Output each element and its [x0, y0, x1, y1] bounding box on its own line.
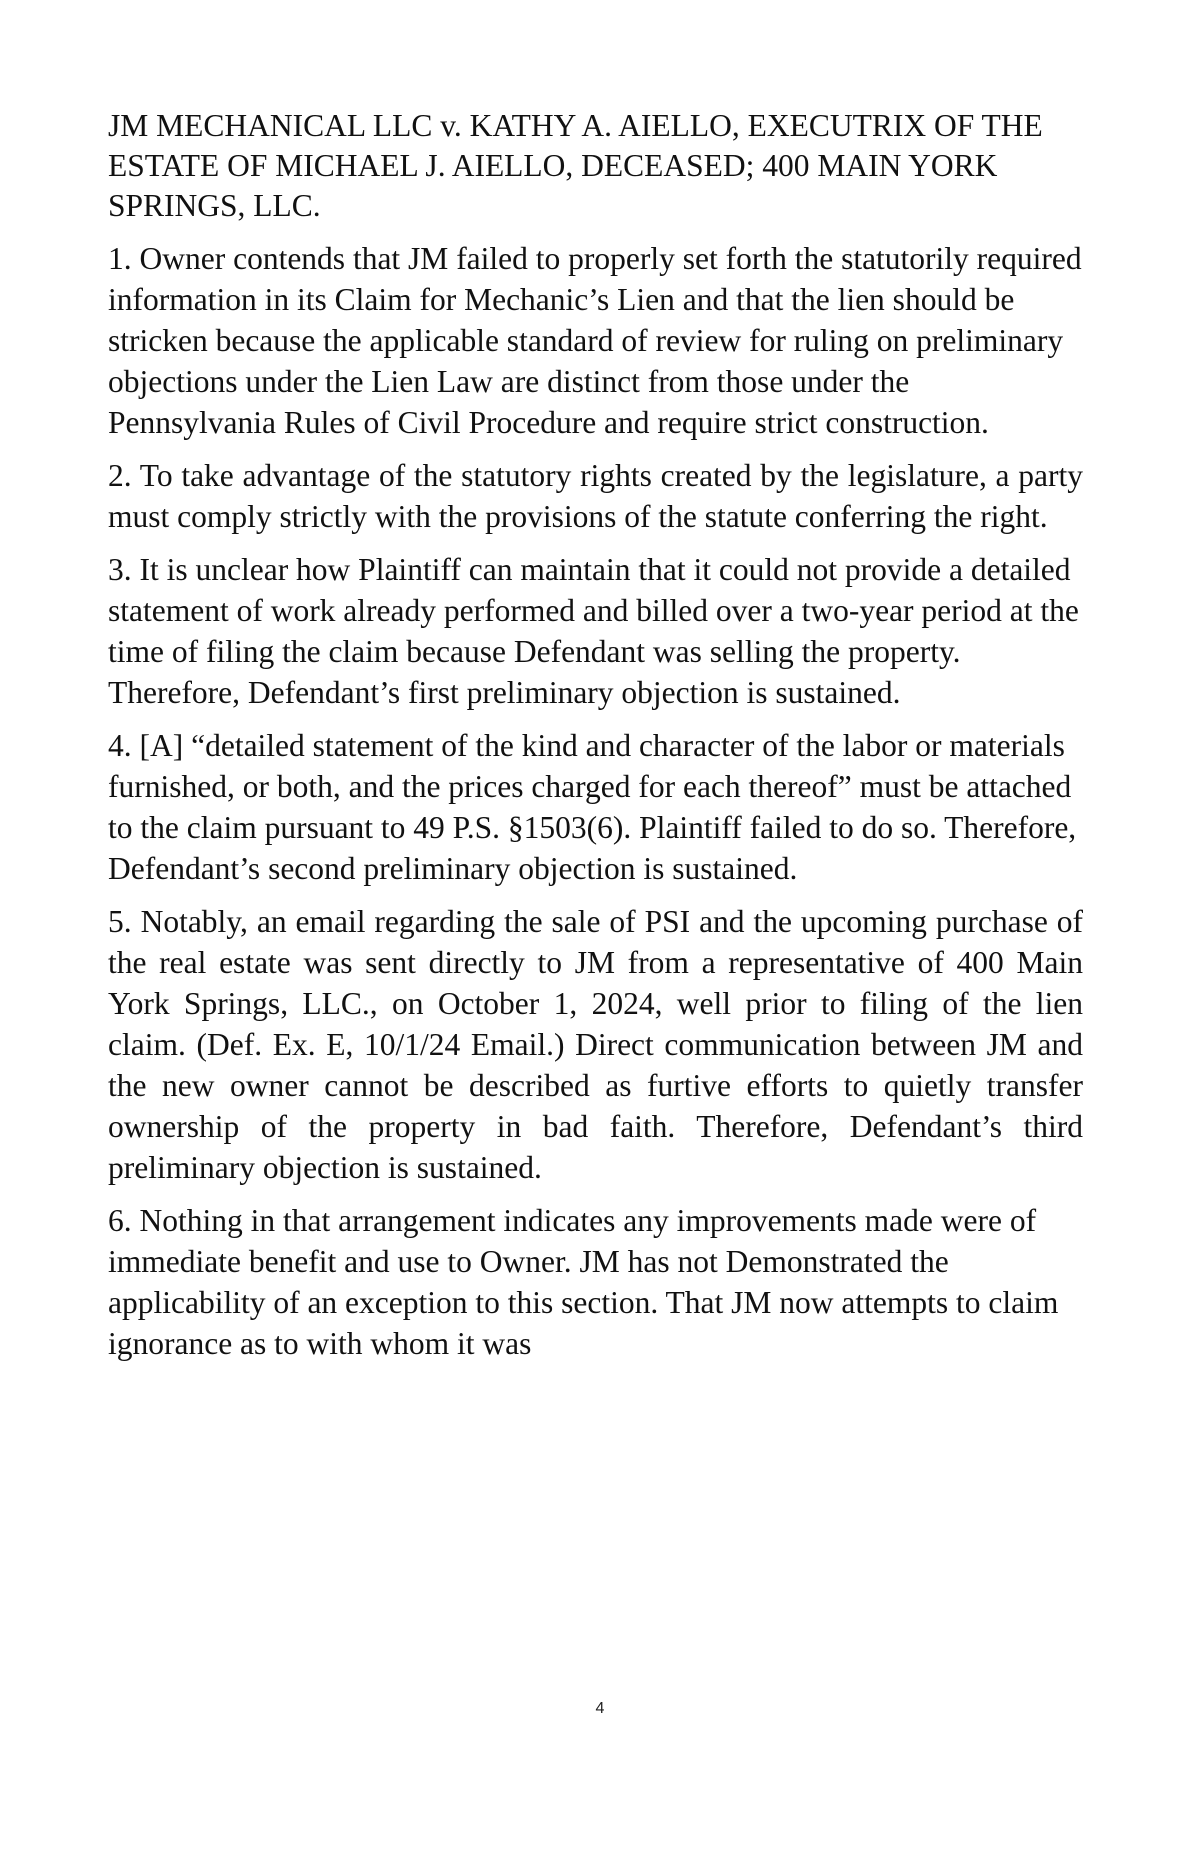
paragraph-1: 1. Owner contends that JM failed to properly set forth the statutorily required information in its Claim for Mechanic’s Lien and that the lien should be stricken because the applicable standard of review for ruling on preliminary objections under the Lien Law are distinct from those under the Pennsylvania Rules of Civil Procedure and require strict construction.: [108, 241, 1082, 440]
page-number: 4: [595, 1700, 605, 1717]
case-title: JM MECHANICAL LLC v. KATHY A. AIELLO, EXECUTRIX OF THE ESTATE OF MICHAEL J. AIELLO, DECEASED; 400 MAIN YORK SPRINGS, LLC.: [108, 108, 1043, 223]
document-body: [108, 106, 1083, 1376]
paragraph-3: 3. It is unclear how Plaintiff can maintain that it could not provide a detailed statement of work already performed and billed over a two-year period at the time of filing the claim because Defendant was selling the property. Therefore, Defendant’s first preliminary objection is sustained.: [108, 552, 1079, 710]
paragraph-4: 4. [A] “detailed statement of the kind and character of the labor or materials furnished, or both, and the prices charged for each thereof” must be attached to the claim pursuant to 49 P.S. §1503(6). Plaintiff failed to do so. Therefore, Defendant’s second preliminary objection is sustained.: [108, 728, 1077, 886]
paragraph-6: 6. Nothing in that arrangement indicates any improvements made were of immediate benefit and use to Owner. JM has not Demonstrated the applicability of an exception to this section. That JM now attempts to claim ignorance as to with whom it was: [108, 1203, 1059, 1361]
paragraph-5: 5. Notably, an email regarding the sale of PSI and the upcoming purchase of the real estate was sent directly to JM from a representative of 400 Main York Springs, LLC., on October 1, 2024, well prior to filing of the lien claim. (Def. Ex. E, 10/1/24 Email.) Direct communication between JM and the new owner cannot be described as furtive efforts to quietly transfer ownership of the property in bad faith. Therefore, Defendant’s third preliminary objection is sustained.: [108, 904, 1083, 1185]
paragraph-2: 2. To take advantage of the statutory rights created by the legislature, a party must comply strictly with the provisions of the statute conferring the right.: [108, 458, 1083, 534]
